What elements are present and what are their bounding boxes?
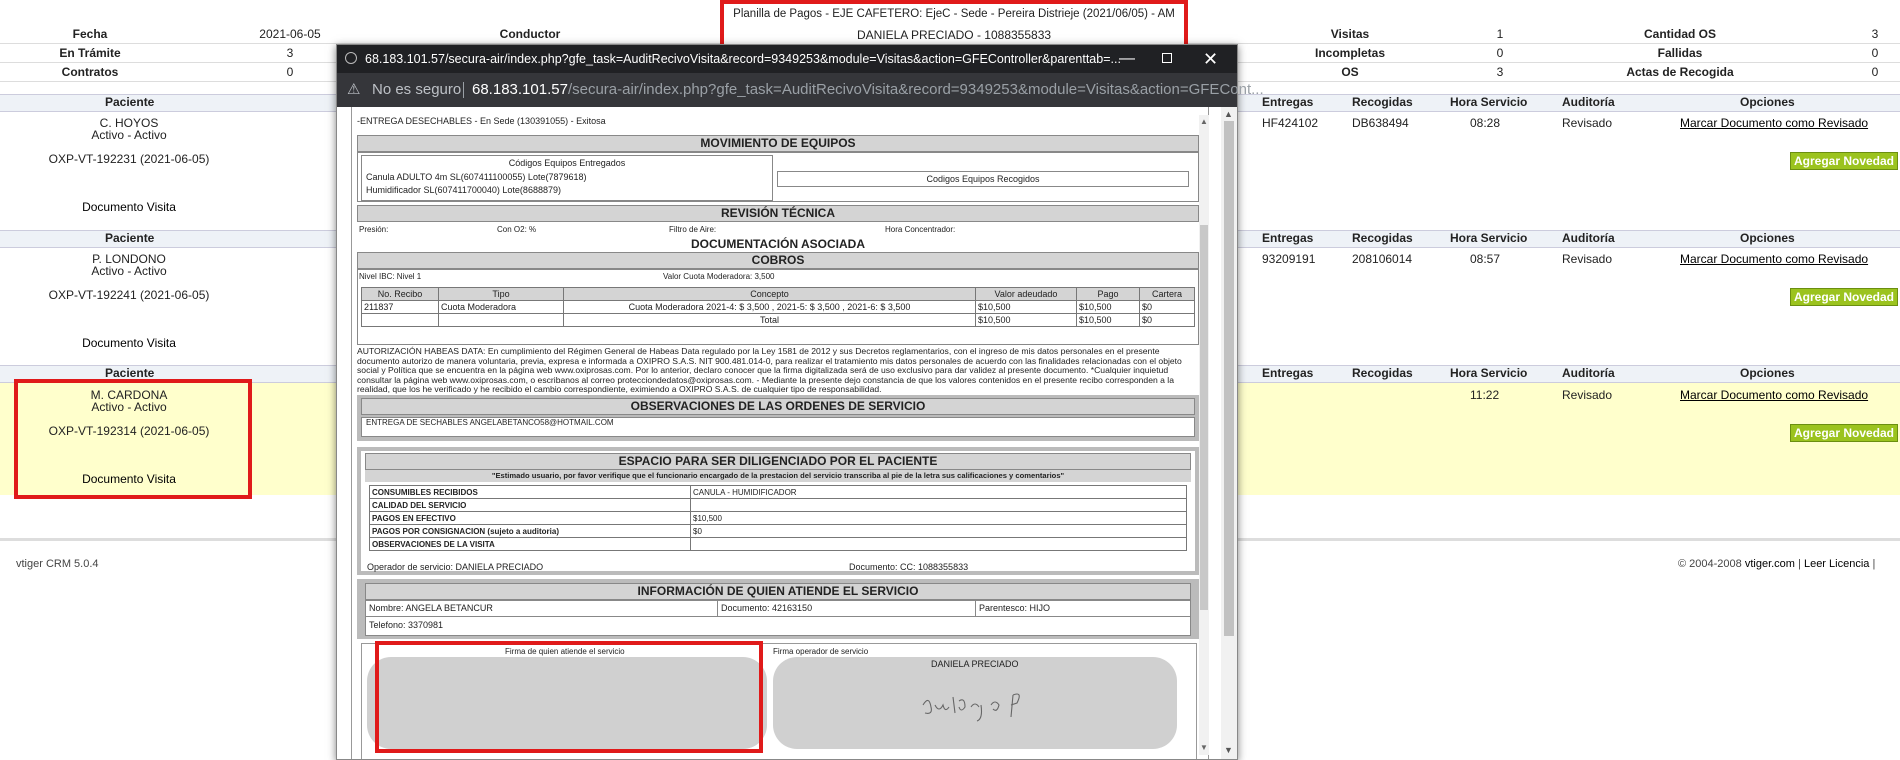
cobros-row	[362, 301, 1195, 314]
addr-separator	[463, 82, 464, 98]
espacio-title: ESPACIO PARA SER DILIGENCIADO POR EL PACIENTE	[365, 453, 1191, 470]
marcar-revisado-link[interactable]: Marcar Documento como Revisado	[1680, 388, 1869, 402]
info-divider-2	[975, 600, 976, 616]
auditoria-value: Revisado	[1562, 388, 1613, 402]
patient-3-highlight	[14, 379, 252, 499]
espacio-val: CANULA - HUMIDIFICADOR	[691, 486, 1187, 499]
espacio-val	[691, 499, 1187, 512]
visitas-label: Visitas	[1330, 27, 1370, 41]
patient-code: OXP-VT-192241 (2021-06-05)	[48, 288, 210, 302]
nivel-ibc: Nivel IBC: Nivel 1	[359, 272, 422, 281]
espacio-key: CALIDAD DEL SERVICIO	[370, 499, 691, 512]
incompletas-value: 0	[1496, 46, 1504, 60]
hora-col-header-1: Hora Servicio	[1450, 95, 1528, 109]
patient-code: OXP-VT-192231 (2021-06-05)	[48, 152, 210, 166]
marcar-revisado-link[interactable]: Marcar Documento como Revisado	[1680, 252, 1869, 266]
conductor-label: Conductor	[499, 27, 561, 41]
td-tipo: Cuota Moderadora	[439, 301, 564, 314]
hora-col-header-2: Hora Servicio	[1450, 231, 1528, 245]
globe-icon	[345, 52, 357, 64]
minimize-icon[interactable]: —	[1119, 50, 1135, 67]
patient-status: Activo - Activo	[91, 264, 167, 278]
entregas-value: HF424102	[1262, 116, 1319, 130]
incompletas-label: Incompletas	[1314, 46, 1386, 60]
en-tramite-value: 3	[286, 46, 294, 60]
doc-asociada-title: DOCUMENTACIÓN ASOCIADA	[691, 237, 865, 251]
license-link[interactable]: Leer Licencia	[1803, 558, 1870, 570]
planilla-subtitle: DANIELA PRECIADO - 1088355833	[856, 28, 1052, 42]
hora-value: 11:22	[1470, 388, 1500, 402]
url-host: 68.183.101.57	[472, 81, 568, 98]
espacio-key: CONSUMIBLES RECIBIDOS	[370, 486, 691, 499]
hora-col-header-3: Hora Servicio	[1450, 366, 1528, 380]
patient-status: Activo - Activo	[91, 400, 167, 414]
agregar-novedad-button[interactable]: Agregar Novedad	[1790, 424, 1898, 442]
cobros-header-row	[362, 288, 1195, 301]
inner-scrollbar[interactable]	[1199, 115, 1209, 755]
td-total-cartera: $0	[1140, 314, 1195, 327]
popup-title: 68.183.101.57/secura-air/index.php?gfe_task=AuditRecivoVisita&record=9349253&module=Visitas&action=GFEController&parenttab=...	[365, 52, 1121, 66]
td-total-valor: $10,500	[976, 314, 1077, 327]
th-recibo: No. Recibo	[362, 288, 439, 301]
entregados-header: Códigos Equipos Entregados	[508, 158, 626, 168]
documento-label: Documento: CC: 1088355833	[849, 562, 969, 572]
cobros-title: COBROS	[357, 252, 1199, 269]
firma-operador-name: DANIELA PRECIADO	[931, 659, 1019, 669]
scroll-thumb[interactable]	[1224, 121, 1234, 636]
espacio-row	[370, 512, 1187, 525]
autorizacion-text: AUTORIZACIÓN HABEAS DATA: En cumplimiento del Régimen General de Habeas Data regulado por la Ley 1581 de 2012 y sus Decretos reglamentarios, con el ingreso de mis datos personales en el presente documento autorizo de manera voluntaria, previa, expresa e informada a OXIPRO S.A.S. NIT 900.481.014-0, para realizar el tratamiento mis datos personales de acuerdo con las finalidades relacionadas con el objeto social y Política que se encuentra en la página web www.oxiprosas.com. Por lo anterior, declaro conocer que la firma digitalizada será de uso exclusivo para dar validez al presente documento. *Cualquier inquietud consultar la página web www.oxiprosas.com, o escribanos al correo protecciondedatos@oxiprosas.com. - Mediante la presente dejo constancia de que los valores contenidos en el presente recibo corresponden a la realidad, que los he verificado y he recibido el cambio correspondiente, eximiendo a OXIPRO S.A.S. de cualquier tipo de responsabilidad.	[357, 346, 1182, 395]
url-path: /secura-air/index.php?gfe_task=AuditRecivoVisita&record=9349253&module=Visitas&action=GFECont...	[567, 81, 1264, 98]
espacio-key: OBSERVACIONES DE LA VISITA	[370, 538, 691, 551]
th-cartera: Cartera	[1140, 288, 1195, 301]
parentesco-label: Parentesco: HIJO	[979, 603, 1051, 613]
espacio-key: PAGOS EN EFECTIVO	[370, 512, 691, 525]
contratos-label: Contratos	[61, 65, 119, 79]
close-icon[interactable]: ✕	[1203, 49, 1219, 69]
con-o2-label: Con O2: %	[497, 225, 537, 234]
equipo-1: Canula ADULTO 4m SL(607411100055) Lote(7879618)	[366, 172, 587, 182]
opciones-col-header-3: Opciones	[1740, 366, 1795, 380]
cobros-total-row	[362, 314, 1195, 327]
auditoria-value: Revisado	[1562, 252, 1613, 266]
maximize-icon[interactable]	[1162, 53, 1172, 63]
patient-cell-2	[14, 248, 244, 358]
agregar-novedad-button[interactable]: Agregar Novedad	[1790, 152, 1898, 170]
documento-visita-link[interactable]: Documento Visita	[82, 472, 176, 486]
popup-scrollbar[interactable]	[1221, 107, 1237, 759]
operador-signature-drawing	[917, 687, 1027, 727]
footer-end: |	[1872, 558, 1876, 570]
auditoria-value: Revisado	[1562, 116, 1613, 130]
th-valor: Valor adeudado	[976, 288, 1077, 301]
documento-visita-link[interactable]: Documento Visita	[82, 336, 176, 350]
os-value: 3	[1496, 65, 1504, 79]
cantidad-os-label: Cantidad OS	[1643, 27, 1716, 41]
opciones-col-header-2: Opciones	[1740, 231, 1795, 245]
patient-name: P. LONDONO	[92, 252, 166, 266]
recogidas-col-header-1: Recogidas	[1352, 95, 1413, 109]
popup-window[interactable]	[336, 44, 1264, 760]
entregas-value: 93209191	[1262, 252, 1316, 266]
patient-name: M. CARDONA	[90, 388, 168, 402]
inner-scroll-up[interactable]: ▲	[1200, 117, 1208, 126]
fallidas-label: Fallidas	[1657, 46, 1703, 60]
firma-operador-label: Firma operador de servicio	[773, 647, 869, 656]
espacio-row	[370, 486, 1187, 499]
obs-text: ENTREGA DE SECHABLES ANGELABETANCO58@HOTMAIL.COM	[361, 417, 1195, 437]
marcar-revisado-link[interactable]: Marcar Documento como Revisado	[1680, 116, 1869, 130]
td-total-pago: $10,500	[1077, 314, 1140, 327]
entregas-col-header-2: Entregas	[1262, 231, 1314, 245]
footer-copyright: © 2004-2008	[1678, 558, 1742, 570]
scroll-up-icon[interactable]: ▲	[1224, 109, 1233, 119]
actas-label: Actas de Recogida	[1626, 65, 1734, 79]
espacio-val	[691, 538, 1187, 551]
popup-content	[337, 107, 1221, 759]
recogidas-col-header-2: Recogidas	[1352, 231, 1413, 245]
documento-visita-link[interactable]: Documento Visita	[82, 200, 176, 214]
td-empty-1	[362, 314, 439, 327]
not-secure-label: No es seguro	[372, 81, 462, 98]
recogidos-header: Codigos Equipos Recogidos	[777, 171, 1189, 187]
entregados-box	[361, 155, 773, 201]
paciente-col-header-1: Paciente	[105, 95, 155, 109]
telefono-label: Telefono: 3370981	[369, 620, 444, 630]
td-empty-2	[439, 314, 564, 327]
td-cartera: $0	[1140, 301, 1195, 314]
info-divider-1	[717, 600, 718, 616]
valor-cuota: Valor Cuota Moderadora: 3,500	[663, 272, 775, 281]
rev-title: REVISIÓN TÉCNICA	[357, 205, 1199, 222]
popup-titlebar[interactable]	[337, 45, 1237, 73]
equipo-2: Humidificador SL(607411700040) Lote(8688879)	[366, 185, 561, 195]
firma-atiende-label: Firma de quien atiende el servicio	[505, 647, 625, 656]
patient-code: OXP-VT-192314 (2021-06-05)	[48, 424, 210, 438]
planilla-highlight	[720, 0, 1188, 50]
doc-atiende-label: Documento: 42163150	[721, 603, 813, 613]
espacio-sub: "Estimado usuario, por favor verifique que el funcionario encargado de la prestacion del servicio transcriba al pie de la letra sus calificaciones y comentarios"	[365, 470, 1191, 482]
hora-conc-label: Hora Concentrador:	[885, 225, 956, 234]
fecha-label: Fecha	[72, 27, 108, 41]
espacio-row	[370, 538, 1187, 551]
espacio-key: PAGOS POR CONSIGNACION (sujeto a auditoria)	[370, 525, 691, 538]
filtro-label: Filtro de Aire:	[669, 225, 717, 234]
en-tramite-label: En Trámite	[59, 46, 121, 60]
obs-title: OBSERVACIONES DE LAS ORDENES DE SERVICIO	[361, 398, 1195, 415]
url-text[interactable]	[472, 73, 1264, 107]
inner-scroll-down[interactable]: ▼	[1200, 743, 1208, 752]
agregar-novedad-button[interactable]: Agregar Novedad	[1790, 288, 1898, 306]
cantidad-os-value: 3	[1871, 27, 1879, 41]
patient-cell-1	[14, 112, 244, 222]
info-hline	[365, 616, 1191, 617]
patient-status: Activo - Activo	[91, 128, 167, 142]
espacio-table	[369, 485, 1187, 551]
info-title: INFORMACIÓN DE QUIEN ATIENDE EL SERVICIO	[365, 583, 1191, 600]
operador-label: Operador de servicio: DANIELA PRECIADO	[367, 562, 544, 572]
mov-title: MOVIMIENTO DE EQUIPOS	[357, 135, 1199, 152]
patient-name: C. HOYOS	[99, 116, 159, 130]
vtiger-link[interactable]: vtiger.com	[1744, 558, 1795, 570]
espacio-row	[370, 499, 1187, 512]
recogidas-col-header-3: Recogidas	[1352, 366, 1413, 380]
auditoria-col-header-3: Auditoría	[1562, 366, 1615, 380]
fallidas-value: 0	[1871, 46, 1879, 60]
hora-value: 08:28	[1470, 116, 1501, 130]
popup-addressbar[interactable]	[337, 73, 1264, 107]
auditoria-col-header-2: Auditoría	[1562, 231, 1615, 245]
td-total-label: Total	[564, 314, 976, 327]
espacio-val: $0	[691, 525, 1187, 538]
paciente-col-header-2: Paciente	[105, 231, 155, 245]
planilla-title: Planilla de Pagos - EJE CAFETERO: EjeC - Sede - Pereira Distrieje (2021/06/05) - AM	[733, 8, 1175, 20]
inner-scroll-thumb[interactable]	[1200, 225, 1208, 610]
scroll-down-icon[interactable]: ▼	[1224, 745, 1233, 755]
presion-label: Presión:	[359, 225, 389, 234]
visitas-value: 1	[1496, 27, 1504, 41]
actas-value: 0	[1871, 65, 1879, 79]
footer-version: vtiger CRM 5.0.4	[16, 558, 99, 570]
contratos-value: 0	[286, 65, 294, 79]
td-concepto: Cuota Moderadora 2021-4: $ 3,500 , 2021-5: $ 3,500 , 2021-6: $ 3,500	[564, 301, 976, 314]
th-pago: Pago	[1077, 288, 1140, 301]
espacio-row	[370, 525, 1187, 538]
entregas-col-header-1: Entregas	[1262, 95, 1314, 109]
hora-value: 08:57	[1470, 252, 1501, 266]
nombre-label: Nombre: ANGELA BETANCUR	[369, 603, 493, 613]
espacio-val: $10,500	[691, 512, 1187, 525]
entrega-line: -ENTREGA DESECHABLES - En Sede (130391055) - Exitosa	[357, 116, 606, 126]
recogidas-value: DB638494	[1352, 116, 1409, 130]
opciones-col-header-1: Opciones	[1740, 95, 1795, 109]
recogidas-value: 208106014	[1352, 252, 1413, 266]
footer-right	[1678, 558, 1875, 570]
th-tipo: Tipo	[439, 288, 564, 301]
th-concepto: Concepto	[564, 288, 976, 301]
os-label: OS	[1341, 65, 1359, 79]
entregas-col-header-3: Entregas	[1262, 366, 1314, 380]
warning-icon: ⚠	[347, 81, 361, 98]
td-recibo: 211837	[362, 301, 439, 314]
td-pago: $10,500	[1077, 301, 1140, 314]
firma-highlight	[375, 641, 763, 753]
footer-sep: |	[1798, 558, 1801, 570]
cobros-table	[361, 287, 1195, 327]
fecha-value: 2021-06-05	[259, 27, 321, 41]
paciente-col-header-3: Paciente	[105, 366, 155, 380]
auditoria-col-header-1: Auditoría	[1562, 95, 1615, 109]
td-valor: $10,500	[976, 301, 1077, 314]
